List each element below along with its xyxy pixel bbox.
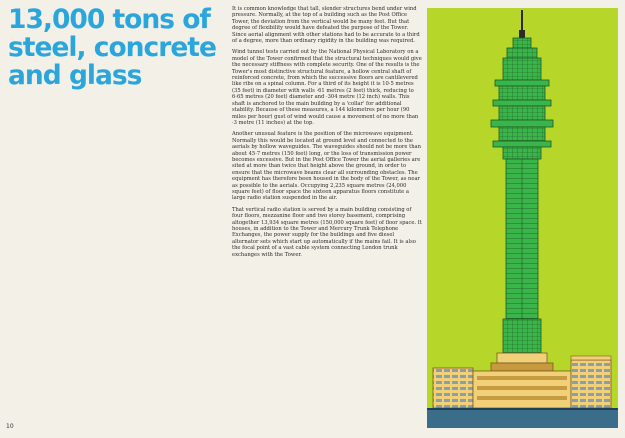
paragraph-main-building: That vertical radio station is served by a main building consisting of four floors, mezzanine floor and two storey basement, comprising altogether 13,934 square metres (150,000 square feet) of floor space. It houses, in addition to the Tower and Mercury Trunk Telephone Exchanges, the power supply for the buildings and five diesel alternator sets which start up automatically if the mains fail. It is also the focal point of a vast cable system connecting London trunk exchanges with the Tower. [232,206,422,258]
page-headline: 13,000 tons of steel, concrete and glass [8,4,216,91]
tower-collar [491,353,553,371]
tower-shaft [503,159,541,353]
body-text-column [232,6,422,432]
tower-cap [503,38,541,80]
aerial-galleries [491,80,553,159]
tower-mast [519,10,525,38]
paragraph-wind-pressure: It is common knowledge that tall, slender structures bend under wind pressure. Normally, at the top of a building such as the Post Office Tower, the deviation from the vertical would be many feet. But that degree of flexibility would have defeated the purpose of the Tower. Since aerial alignment with other stations had to be accurate to a third of a degree, more than ordinary rigidity in the building was required. [232,6,420,45]
ground-strip [427,408,618,428]
paragraph-wind-tunnel: Wind tunnel tests carried out by the National Physical Laboratory on a model of the Tower confirmed that the structural techniques would give the necessary stiffness with complete security. One of the results is the Tower's most distinctive structural feature, a hollow central shaft of reinforced concrete, from which the successive floors are cantilevered like ribs on a spinal column. For a third of its height it is 10·5 metres (35 feet) in diameter with walls ·61 metres (2 feet) thick, reducing to 6·65 metres (20 feet) diameter and ·304 metre (12 inch) walls. This shaft is anchored to the main building by a 'collar' for additional stability. Because of these measures, a 144 kilometres per hour (90 miles per hour) gust of wind would cause a movement of no more than ·3 metre (11 inches) at the top. [232,49,422,126]
ground-edge [427,408,618,410]
tower-drawing [427,8,618,428]
page-number: 10 [6,423,14,430]
paragraph-microwave: Another unusual feature is the position of the microwave equipment. Normally this would be located at ground level and connected to the aerials by hollow waveguides. The waveguides should not be more than about 45·7 metres (150 feet) long, or the loss of transmission power becomes excessive. But in the Post Office Tower the aerial galleries are sited at more than twice that height above the ground, in order to ensure that the microwave beams clear all surrounding obstacles. The equipment has therefore been housed in the body of the Tower, as near as possible to the aerials. Occupying 2,235 square metres (24,000 square feet) of floor space the sixteen apparatus floors constitute a large radio station suspended in the air. [232,131,421,202]
post-office-tower-illustration [427,8,618,428]
